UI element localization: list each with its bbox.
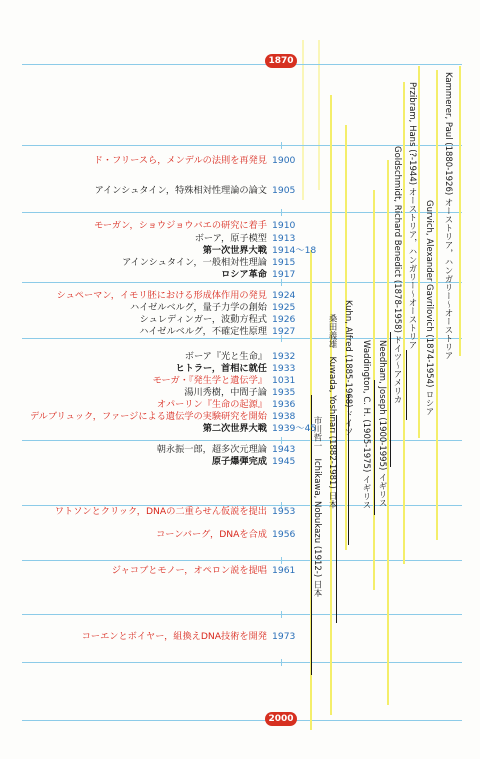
event-text: ヒトラー，首相に就任 xyxy=(175,363,267,374)
event-year: 1917 xyxy=(272,269,296,280)
lifespan-label-waddington: Waddington, C. H. (1905-1975) イギリス xyxy=(361,340,371,509)
event-year: 1939〜45 xyxy=(272,423,317,434)
lifespan-bar-kammerer xyxy=(459,66,461,356)
event-year: 1914〜18 xyxy=(272,245,317,256)
lifespan-label-goldschmidt: Goldschmidt, Richard Benedict (1878-1958) ドイツ〜アメリカ xyxy=(392,146,402,404)
lifespan-label-needham: Needham, Joseph (1900-1995) イギリス xyxy=(377,340,387,508)
event-year: 1900 xyxy=(272,155,296,166)
event-text: コーエンとボイヤー，組換えDNA技術を開発 xyxy=(81,631,267,642)
event-text: オパーリン『生命の起源』 xyxy=(156,399,267,410)
event-text: コーンバーグ，DNAを合成 xyxy=(156,529,267,540)
event-text: ロシア革命 xyxy=(221,269,267,280)
timeline-band xyxy=(22,720,462,721)
event-year: 1953 xyxy=(272,506,296,517)
lifespan-label-ichikawa: 市川哲一 Ichikawa, Nobukazu (1912-) 日本 xyxy=(312,416,322,597)
lifespan-label-kuwada: 桑田義雄 Kuwada, Yoshinari (1882-1981) 日本 xyxy=(327,314,337,509)
event-text: ジャコブとモノー，オペロン説を提唱 xyxy=(111,565,267,576)
lifespan-bar-needham xyxy=(387,160,389,705)
end-year-pill: 2000 xyxy=(265,712,297,726)
event-text: 第二次世界大戦 xyxy=(202,423,267,434)
lifespan-bar-gurvich xyxy=(436,70,438,540)
timeline-band xyxy=(22,662,462,663)
marker-line xyxy=(390,332,391,467)
band-tick xyxy=(281,209,282,216)
event-text: デルブリュック，ファージによる遺伝学の実験研究を開始 xyxy=(29,411,267,422)
event-text: ボーア，原子模型 xyxy=(194,233,267,244)
event-year: 1973 xyxy=(272,631,296,642)
event-text: モーガン，ショウジョウバエの研究に着手 xyxy=(94,220,267,231)
event-year: 1926 xyxy=(272,314,296,325)
event-text: ド・フリースら，メンデルの法則を再発見 xyxy=(93,155,267,166)
event-text: ハイゼルベルグ，量子力学の創始 xyxy=(130,302,267,313)
marker-line xyxy=(406,350,407,420)
band-tick xyxy=(281,611,282,618)
timeline-band xyxy=(22,560,462,561)
event-year: 1932 xyxy=(272,351,296,362)
event-text: 第一次世界大戦 xyxy=(202,245,267,256)
event-year: 1936 xyxy=(272,399,296,410)
lifespan-bar-goldschmidt xyxy=(403,82,405,564)
event-year: 1933 xyxy=(272,363,296,374)
event-text: モーガ・『発生学と遺伝学』 xyxy=(152,375,267,386)
lifespan-bar-przibram xyxy=(418,66,420,438)
event-text: 朝永振一郎，超多次元理論 xyxy=(156,444,267,455)
event-text: ハイゼルベルグ，不確定性原理 xyxy=(139,326,267,337)
event-text: 湯川秀樹，中間子論 xyxy=(184,387,267,398)
start-year-pill: 1870 xyxy=(265,54,297,68)
lifespan-label-przibram: Przibram, Hans (?-1944) オーストリア，ハンガリー〜オーストリア xyxy=(407,82,417,350)
timeline-band xyxy=(22,614,462,615)
event-year: 1927 xyxy=(272,326,296,337)
timeline-band xyxy=(22,64,462,65)
event-year: 1925 xyxy=(272,302,296,313)
event-text: ボーア『光と生命』 xyxy=(184,351,267,362)
lifespan-label-gurvich: Gurvich, Alexander Gavrilovich (1874-1954) ロシア xyxy=(424,200,434,416)
event-year: 1915 xyxy=(272,257,296,268)
event-text: アインシュタイン，一般相対性理論 xyxy=(122,257,267,268)
event-year: 1956 xyxy=(272,529,296,540)
event-year: 1924 xyxy=(272,290,296,301)
event-year: 1938 xyxy=(272,411,296,422)
event-text: アインシュタイン，特殊相対性理論の論文 xyxy=(94,185,267,196)
event-year: 1945 xyxy=(272,456,296,467)
guide-line xyxy=(318,40,320,190)
event-year: 1905 xyxy=(272,185,296,196)
event-text: ワトソンとクリック，DNAの二重らせん仮説を提出 xyxy=(54,506,267,517)
lifespan-label-kammerer: Kammerer, Paul (1880-1926) オーストリア，ハンガリー〜オーストリア xyxy=(443,72,453,360)
band-tick xyxy=(281,557,282,564)
band-tick xyxy=(281,142,282,149)
event-text: シュペーマン，イモリ胚における形成体作用の発見 xyxy=(56,290,267,301)
band-tick xyxy=(281,437,282,444)
event-year: 1031 xyxy=(272,375,296,386)
event-year: 1935 xyxy=(272,387,296,398)
event-text: 原子爆弾完成 xyxy=(211,456,267,467)
event-text: シュレディンガー，波動方程式 xyxy=(139,314,267,325)
timeline-band xyxy=(22,440,462,441)
marker-line xyxy=(374,380,375,515)
event-year: 1961 xyxy=(272,565,296,576)
event-year: 1943 xyxy=(272,444,296,455)
band-tick xyxy=(281,659,282,666)
event-year: 1910 xyxy=(272,220,296,231)
event-year: 1913 xyxy=(272,233,296,244)
lifespan-label-kuhn: Kuhn, Alfred (1885-1968) ドイツ xyxy=(343,300,353,436)
